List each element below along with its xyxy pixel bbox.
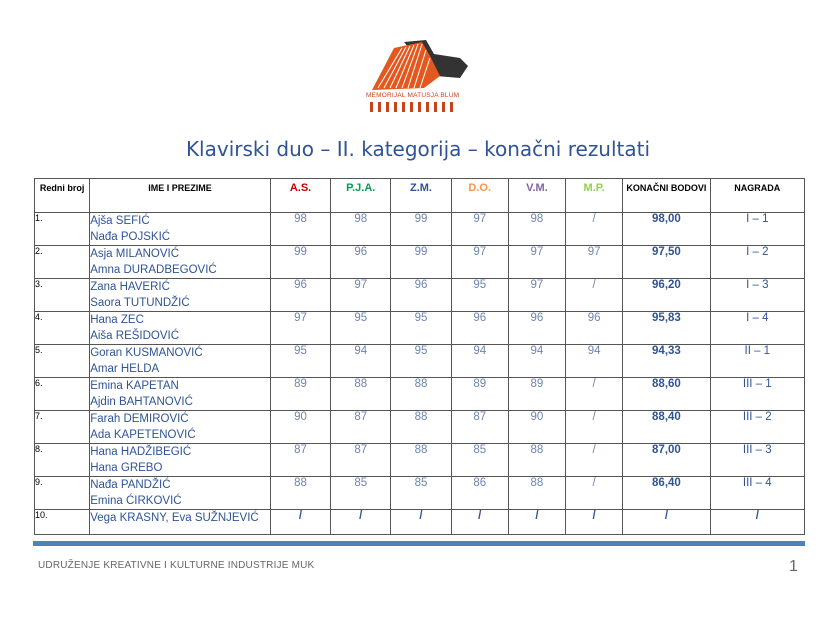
score-vm-cell: 98 bbox=[508, 213, 565, 246]
score-zm-cell: 99 bbox=[391, 246, 451, 279]
header-judge-pja: P.J.A. bbox=[331, 179, 391, 213]
table-row bbox=[35, 279, 805, 312]
name-first: Asja MILANOVIĆ bbox=[90, 248, 180, 260]
table-row bbox=[35, 246, 805, 279]
score-as-cell: 89 bbox=[270, 378, 330, 411]
score-do-cell: 95 bbox=[451, 279, 508, 312]
award-cell: I – 2 bbox=[710, 246, 804, 279]
piano-logo-icon bbox=[364, 36, 472, 116]
logo-text: MEMORIJAL MATUSJA BLUM bbox=[366, 92, 460, 99]
total-cell: 88,60 bbox=[623, 378, 710, 411]
score-vm-cell: / bbox=[508, 510, 565, 535]
name-first: Emina KAPETAN bbox=[90, 380, 179, 392]
score-pja-cell: 94 bbox=[331, 345, 391, 378]
score-pja-cell: 96 bbox=[331, 246, 391, 279]
score-pja-cell: / bbox=[331, 510, 391, 535]
score-do-cell: 94 bbox=[451, 345, 508, 378]
score-vm-cell: 94 bbox=[508, 345, 565, 378]
name-second: Ajdin BAHTANOVIĆ bbox=[90, 396, 193, 408]
score-vm-cell: 97 bbox=[508, 279, 565, 312]
score-as-cell: 98 bbox=[270, 213, 330, 246]
score-mp-cell: 97 bbox=[566, 246, 623, 279]
total-cell: 95,83 bbox=[623, 312, 710, 345]
score-do-cell: 97 bbox=[451, 213, 508, 246]
header-name: IME I PREZIME bbox=[90, 179, 271, 213]
name-second: Emina ĆIRKOVIĆ bbox=[90, 495, 182, 507]
name-cell bbox=[90, 477, 271, 510]
score-pja-cell: 85 bbox=[331, 477, 391, 510]
score-zm-cell: 95 bbox=[391, 345, 451, 378]
award-cell: II – 1 bbox=[710, 345, 804, 378]
score-as-cell: 97 bbox=[270, 312, 330, 345]
score-do-cell: 97 bbox=[451, 246, 508, 279]
total-cell: 94,33 bbox=[623, 345, 710, 378]
score-mp-cell: / bbox=[566, 411, 623, 444]
rank-cell: 7. bbox=[35, 411, 90, 444]
score-mp-cell: 96 bbox=[566, 312, 623, 345]
total-cell: 88,40 bbox=[623, 411, 710, 444]
rank-cell: 2. bbox=[35, 246, 90, 279]
name-cell bbox=[90, 411, 271, 444]
score-vm-cell: 88 bbox=[508, 477, 565, 510]
score-zm-cell: 88 bbox=[391, 411, 451, 444]
total-cell: 87,00 bbox=[623, 444, 710, 477]
award-cell: III – 3 bbox=[710, 444, 804, 477]
score-mp-cell: / bbox=[566, 378, 623, 411]
name-first: Hana HADŽIBEGIĆ bbox=[90, 446, 192, 458]
header-judge-as: A.S. bbox=[270, 179, 330, 213]
score-pja-cell: 95 bbox=[331, 312, 391, 345]
total-cell: 86,40 bbox=[623, 477, 710, 510]
score-as-cell: 96 bbox=[270, 279, 330, 312]
score-zm-cell: 96 bbox=[391, 279, 451, 312]
score-do-cell: 86 bbox=[451, 477, 508, 510]
header-judge-mp: M.P. bbox=[566, 179, 623, 213]
name-second: Aiša REŠIDOVIĆ bbox=[90, 330, 180, 342]
score-mp-cell: 94 bbox=[566, 345, 623, 378]
table-row bbox=[35, 213, 805, 246]
score-vm-cell: 97 bbox=[508, 246, 565, 279]
score-mp-cell: / bbox=[566, 510, 623, 535]
score-as-cell: / bbox=[270, 510, 330, 535]
name-second: Ada KAPETENOVIĆ bbox=[90, 429, 196, 441]
total-cell: 98,00 bbox=[623, 213, 710, 246]
score-do-cell: 85 bbox=[451, 444, 508, 477]
award-cell: III – 2 bbox=[710, 411, 804, 444]
score-as-cell: 95 bbox=[270, 345, 330, 378]
logo bbox=[364, 36, 472, 116]
score-mp-cell: / bbox=[566, 279, 623, 312]
award-cell: III – 1 bbox=[710, 378, 804, 411]
rank-cell: 5. bbox=[35, 345, 90, 378]
name-cell bbox=[90, 444, 271, 477]
name-first: Nađa PANDŽIĆ bbox=[90, 479, 171, 491]
rank-cell: 10. bbox=[35, 510, 90, 535]
name-cell bbox=[90, 246, 271, 279]
document-title: Klavirski duo – II. kategorija – konačni rezultati bbox=[185, 137, 651, 161]
footer-organization: UDRUŽENJE KREATIVNE I KULTURNE INDUSTRIJE MUK bbox=[38, 560, 315, 571]
score-zm-cell: / bbox=[391, 510, 451, 535]
award-cell: I – 3 bbox=[710, 279, 804, 312]
score-zm-cell: 95 bbox=[391, 312, 451, 345]
header-judge-do: D.O. bbox=[451, 179, 508, 213]
name-second: Hana GREBO bbox=[90, 462, 163, 474]
header-judge-zm: Z.M. bbox=[391, 179, 451, 213]
score-as-cell: 87 bbox=[270, 444, 330, 477]
name-cell bbox=[90, 312, 271, 345]
award-cell: I – 4 bbox=[710, 312, 804, 345]
table-row bbox=[35, 345, 805, 378]
name-first: Hana ZEC bbox=[90, 314, 144, 326]
table-row bbox=[35, 477, 805, 510]
name-cell bbox=[90, 279, 271, 312]
score-pja-cell: 87 bbox=[331, 444, 391, 477]
score-do-cell: 96 bbox=[451, 312, 508, 345]
table-row bbox=[35, 378, 805, 411]
rank-cell: 1. bbox=[35, 213, 90, 246]
score-zm-cell: 88 bbox=[391, 444, 451, 477]
name-first: Goran KUSMANOVIĆ bbox=[90, 347, 203, 359]
name-second: Amar HELDA bbox=[90, 363, 160, 375]
rank-cell: 8. bbox=[35, 444, 90, 477]
page-number: 1 bbox=[789, 558, 798, 575]
name-second: Nađa POJSKIĆ bbox=[90, 231, 171, 243]
footer-rule bbox=[33, 541, 805, 546]
name-first: Zana HAVERIĆ bbox=[90, 281, 170, 293]
name-second: Saora TUTUNDŽIĆ bbox=[90, 297, 190, 309]
table-row bbox=[35, 411, 805, 444]
name-first: Farah DEMIROVIĆ bbox=[90, 413, 189, 425]
name-first: Ajša SEFIĆ bbox=[90, 215, 150, 227]
award-cell: I – 1 bbox=[710, 213, 804, 246]
score-pja-cell: 98 bbox=[331, 213, 391, 246]
name-cell bbox=[90, 345, 271, 378]
award-cell: / bbox=[710, 510, 804, 535]
score-mp-cell: / bbox=[566, 477, 623, 510]
score-do-cell: / bbox=[451, 510, 508, 535]
score-mp-cell: / bbox=[566, 444, 623, 477]
rank-cell: 9. bbox=[35, 477, 90, 510]
score-pja-cell: 87 bbox=[331, 411, 391, 444]
score-vm-cell: 90 bbox=[508, 411, 565, 444]
name-cell: Vega KRASNY, Eva SUŽNJEVIĆ bbox=[90, 510, 271, 535]
score-mp-cell: / bbox=[566, 213, 623, 246]
score-vm-cell: 96 bbox=[508, 312, 565, 345]
total-cell: 97,50 bbox=[623, 246, 710, 279]
table-row bbox=[35, 444, 805, 477]
rank-cell: 6. bbox=[35, 378, 90, 411]
total-cell: / bbox=[623, 510, 710, 535]
score-pja-cell: 97 bbox=[331, 279, 391, 312]
name-second: Amna DURADBEGOVIĆ bbox=[90, 264, 217, 276]
score-as-cell: 99 bbox=[270, 246, 330, 279]
table-row bbox=[35, 510, 805, 535]
score-pja-cell: 88 bbox=[331, 378, 391, 411]
score-as-cell: 90 bbox=[270, 411, 330, 444]
name-cell bbox=[90, 213, 271, 246]
score-as-cell: 88 bbox=[270, 477, 330, 510]
total-cell: 96,20 bbox=[623, 279, 710, 312]
score-vm-cell: 89 bbox=[508, 378, 565, 411]
table-header-row bbox=[35, 179, 805, 213]
score-zm-cell: 88 bbox=[391, 378, 451, 411]
header-rank: Redni broj bbox=[35, 179, 90, 213]
award-cell: III – 4 bbox=[710, 477, 804, 510]
score-zm-cell: 99 bbox=[391, 213, 451, 246]
header-award: NAGRADA bbox=[710, 179, 804, 213]
table-row bbox=[35, 312, 805, 345]
rank-cell: 4. bbox=[35, 312, 90, 345]
header-total: KONAČNI BODOVI bbox=[623, 179, 710, 213]
score-vm-cell: 88 bbox=[508, 444, 565, 477]
score-do-cell: 89 bbox=[451, 378, 508, 411]
header-judge-vm: V.M. bbox=[508, 179, 565, 213]
name-cell bbox=[90, 378, 271, 411]
score-do-cell: 87 bbox=[451, 411, 508, 444]
rank-cell: 3. bbox=[35, 279, 90, 312]
results-table bbox=[34, 178, 805, 535]
score-zm-cell: 85 bbox=[391, 477, 451, 510]
